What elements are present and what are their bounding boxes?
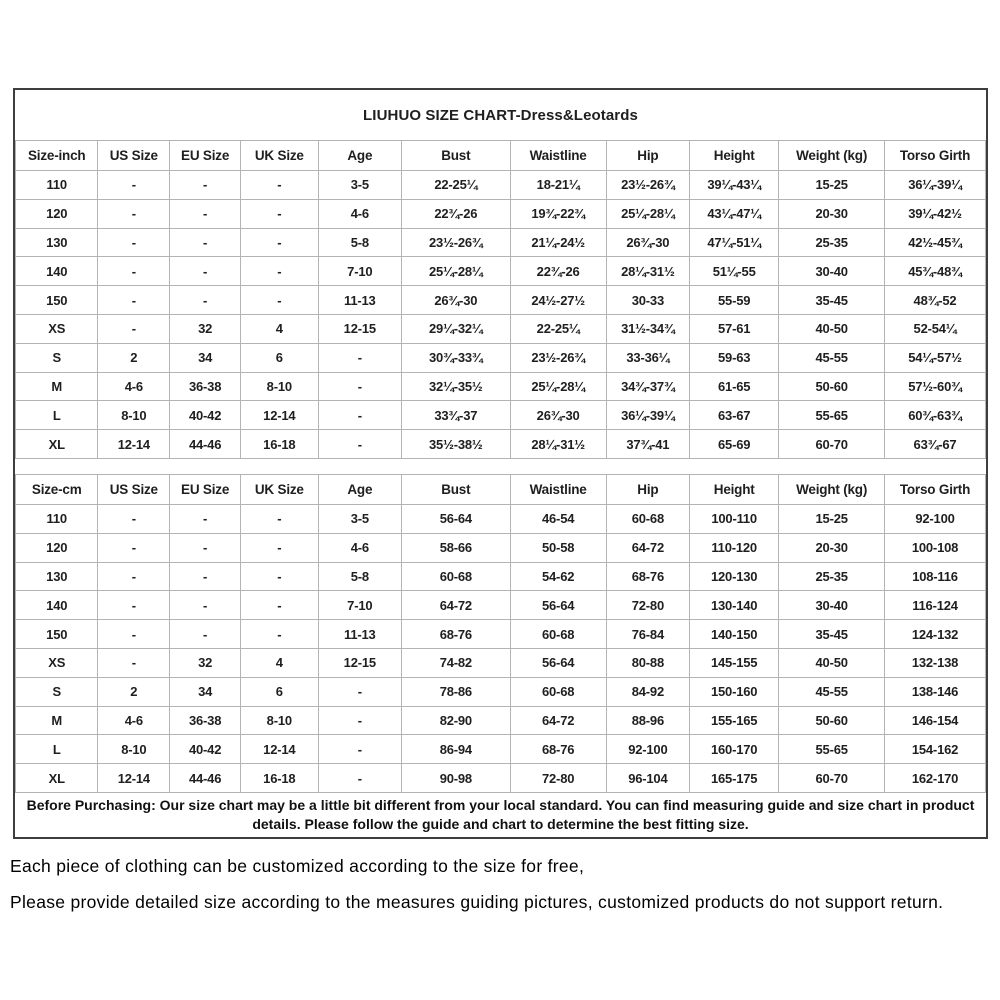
table-row	[16, 257, 986, 286]
cell: L	[16, 735, 98, 764]
cell: 64-72	[510, 706, 606, 735]
cell: 59-63	[690, 343, 779, 372]
cell: 61-65	[690, 372, 779, 401]
cell: 11-13	[318, 620, 401, 649]
cell: 55-65	[779, 735, 885, 764]
cell: 57½-60¾	[885, 372, 986, 401]
cell: 3-5	[318, 504, 401, 533]
cell: 39¼-42½	[885, 199, 986, 228]
cell: 130-140	[690, 591, 779, 620]
cell: 39¼-43¼	[690, 171, 779, 200]
cell: 140-150	[690, 620, 779, 649]
cell: 51¼-55	[690, 257, 779, 286]
cell: -	[170, 591, 241, 620]
cell: 22¾-26	[510, 257, 606, 286]
cell: -	[98, 314, 170, 343]
cell: 32¼-35½	[402, 372, 511, 401]
table-divider	[15, 459, 986, 474]
cell: 26¾-30	[402, 286, 511, 315]
table-row	[16, 764, 986, 793]
table-row	[16, 401, 986, 430]
cell: 68-76	[402, 620, 511, 649]
cell: 22-25¼	[402, 171, 511, 200]
cell: 26¾-30	[606, 228, 689, 257]
cell: 4-6	[318, 533, 401, 562]
table-row	[16, 286, 986, 315]
cell: -	[318, 343, 401, 372]
cell: 5-8	[318, 228, 401, 257]
cell: 50-58	[510, 533, 606, 562]
cell: 30¾-33¾	[402, 343, 511, 372]
table-row	[16, 591, 986, 620]
cell: 108-116	[885, 562, 986, 591]
cell: 130	[16, 562, 98, 591]
cell: -	[98, 171, 170, 200]
column-header: Weight (kg)	[779, 474, 885, 504]
cell: 20-30	[779, 533, 885, 562]
cell: 92-100	[606, 735, 689, 764]
cell: 82-90	[402, 706, 511, 735]
cell: 140	[16, 257, 98, 286]
cell: 60-68	[510, 677, 606, 706]
cell: 12-15	[318, 648, 401, 677]
cell: 36¼-39¼	[885, 171, 986, 200]
table-row	[16, 533, 986, 562]
cell: 25¼-28¼	[606, 199, 689, 228]
cell: -	[98, 533, 170, 562]
cell: 6	[241, 343, 319, 372]
cell: 12-14	[241, 735, 319, 764]
column-header: EU Size	[170, 141, 241, 171]
column-header: Size-inch	[16, 141, 98, 171]
cell: -	[241, 533, 319, 562]
cell: -	[318, 430, 401, 459]
cell: 150	[16, 620, 98, 649]
cell: 42½-45¾	[885, 228, 986, 257]
cell: 7-10	[318, 257, 401, 286]
cell: 26¾-30	[510, 401, 606, 430]
cell: -	[241, 257, 319, 286]
cell: -	[241, 591, 319, 620]
table-row	[16, 735, 986, 764]
column-header: Age	[318, 141, 401, 171]
cell: 20-30	[779, 199, 885, 228]
cell: 64-72	[402, 591, 511, 620]
cell: 56-64	[402, 504, 511, 533]
cell: -	[318, 706, 401, 735]
cell: 24½-27½	[510, 286, 606, 315]
cell: 44-46	[170, 764, 241, 793]
table-row	[16, 677, 986, 706]
column-header: Height	[690, 141, 779, 171]
cell: 56-64	[510, 648, 606, 677]
cell: 22¾-26	[402, 199, 511, 228]
size-table-inch	[15, 140, 986, 459]
cell: 64-72	[606, 533, 689, 562]
table-row	[16, 171, 986, 200]
cell: 46-54	[510, 504, 606, 533]
cell: 7-10	[318, 591, 401, 620]
cell: 32	[170, 314, 241, 343]
cell: 8-10	[98, 401, 170, 430]
cell: -	[170, 257, 241, 286]
cell: 30-40	[779, 591, 885, 620]
cell: 150	[16, 286, 98, 315]
cell: -	[98, 620, 170, 649]
column-header: Height	[690, 474, 779, 504]
cell: 155-165	[690, 706, 779, 735]
chart-title: LIUHUO SIZE CHART-Dress&Leotards	[363, 106, 638, 124]
footer-customization-line: Each piece of clothing can be customized according to the size for free,	[10, 856, 585, 876]
cell: 33-36¼	[606, 343, 689, 372]
cell: 60-70	[779, 764, 885, 793]
cell: 78-86	[402, 677, 511, 706]
table-row	[16, 430, 986, 459]
cell: 45-55	[779, 343, 885, 372]
cell: 80-88	[606, 648, 689, 677]
cell: 34	[170, 677, 241, 706]
cell: 60-68	[402, 562, 511, 591]
cell: 34	[170, 343, 241, 372]
column-header: Waistline	[510, 474, 606, 504]
cell: 50-60	[779, 372, 885, 401]
purchase-note: Before Purchasing: Our size chart may be a little bit different from your local standard. You can find measuring guide and size chart in product details. Please follow the guide and chart to determine the best fitting size.	[26, 796, 975, 832]
column-header: EU Size	[170, 474, 241, 504]
header-row	[16, 141, 986, 171]
footer-return-policy-line: Please provide detailed size according to the measures guiding pictures, customized products do not support return.	[10, 892, 944, 912]
cell: 36-38	[170, 372, 241, 401]
cell: -	[170, 620, 241, 649]
cell: 25-35	[779, 562, 885, 591]
cell: -	[98, 591, 170, 620]
cell: 4	[241, 314, 319, 343]
cell: 72-80	[510, 764, 606, 793]
cell: 3-5	[318, 171, 401, 200]
cell: 32	[170, 648, 241, 677]
cell: 12-14	[98, 430, 170, 459]
cell: -	[241, 171, 319, 200]
cell: 55-65	[779, 401, 885, 430]
cell: -	[170, 562, 241, 591]
cell: 12-14	[98, 764, 170, 793]
column-header: UK Size	[241, 474, 319, 504]
cell: 15-25	[779, 171, 885, 200]
cell: XS	[16, 314, 98, 343]
column-header: US Size	[98, 474, 170, 504]
cell: 120	[16, 199, 98, 228]
cell: 4-6	[98, 372, 170, 401]
cell: -	[98, 562, 170, 591]
cell: M	[16, 706, 98, 735]
cell: 52-54¼	[885, 314, 986, 343]
cell: 34¾-37¾	[606, 372, 689, 401]
cell: 160-170	[690, 735, 779, 764]
cell: 68-76	[606, 562, 689, 591]
cell: 6	[241, 677, 319, 706]
cell: 28¼-31½	[510, 430, 606, 459]
column-header: Bust	[402, 474, 511, 504]
cell: 92-100	[885, 504, 986, 533]
column-header: US Size	[98, 141, 170, 171]
cell: 54-62	[510, 562, 606, 591]
cell: 48¾-52	[885, 286, 986, 315]
table-row	[16, 706, 986, 735]
table-row	[16, 228, 986, 257]
cell: 35½-38½	[402, 430, 511, 459]
cell: 120	[16, 533, 98, 562]
cell: 110	[16, 171, 98, 200]
cell: 54¼-57½	[885, 343, 986, 372]
cell: 40-42	[170, 735, 241, 764]
cell: 110	[16, 504, 98, 533]
cell: 22-25¼	[510, 314, 606, 343]
cell: 25-35	[779, 228, 885, 257]
cell: 31½-34¾	[606, 314, 689, 343]
cell: M	[16, 372, 98, 401]
cell: 40-50	[779, 314, 885, 343]
cell: 65-69	[690, 430, 779, 459]
cell: 29¼-32¼	[402, 314, 511, 343]
cell: -	[98, 286, 170, 315]
column-header: Waistline	[510, 141, 606, 171]
cell: -	[170, 286, 241, 315]
cell: 4	[241, 648, 319, 677]
cell: 25¼-28¼	[402, 257, 511, 286]
cell: 55-59	[690, 286, 779, 315]
cell: 40-42	[170, 401, 241, 430]
column-header: Hip	[606, 141, 689, 171]
table-row	[16, 314, 986, 343]
cell: -	[318, 677, 401, 706]
table-row	[16, 372, 986, 401]
cell: 12-15	[318, 314, 401, 343]
cell: -	[318, 401, 401, 430]
cell: 110-120	[690, 533, 779, 562]
column-header: Size-cm	[16, 474, 98, 504]
cell: -	[170, 199, 241, 228]
cell: 8-10	[241, 372, 319, 401]
cell: 18-21¼	[510, 171, 606, 200]
cell: -	[241, 562, 319, 591]
cell: 11-13	[318, 286, 401, 315]
cell: 60¾-63¾	[885, 401, 986, 430]
cell: 2	[98, 677, 170, 706]
cell: -	[98, 648, 170, 677]
cell: 4-6	[318, 199, 401, 228]
cell: 2	[98, 343, 170, 372]
cell: -	[318, 372, 401, 401]
cell: 146-154	[885, 706, 986, 735]
cell: -	[241, 620, 319, 649]
table-row	[16, 504, 986, 533]
cell: 72-80	[606, 591, 689, 620]
cell: -	[241, 228, 319, 257]
cell: 138-146	[885, 677, 986, 706]
cell: S	[16, 343, 98, 372]
cell: -	[98, 257, 170, 286]
cell: -	[170, 171, 241, 200]
cell: -	[98, 199, 170, 228]
cell: 120-130	[690, 562, 779, 591]
cell: XL	[16, 764, 98, 793]
cell: 40-50	[779, 648, 885, 677]
cell: -	[241, 286, 319, 315]
cell: 124-132	[885, 620, 986, 649]
table-row	[16, 562, 986, 591]
cell: L	[16, 401, 98, 430]
cell: -	[241, 504, 319, 533]
column-header: Hip	[606, 474, 689, 504]
cell: XL	[16, 430, 98, 459]
cell: 37¾-41	[606, 430, 689, 459]
cell: 63-67	[690, 401, 779, 430]
cell: 74-82	[402, 648, 511, 677]
cell: 165-175	[690, 764, 779, 793]
column-header: Weight (kg)	[779, 141, 885, 171]
cell: -	[241, 199, 319, 228]
cell: 35-45	[779, 286, 885, 315]
cell: -	[98, 228, 170, 257]
cell: 23½-26¾	[606, 171, 689, 200]
cell: 15-25	[779, 504, 885, 533]
cell: -	[318, 735, 401, 764]
cell: 8-10	[98, 735, 170, 764]
size-table-cm	[15, 474, 986, 793]
cell: 145-155	[690, 648, 779, 677]
column-header: Age	[318, 474, 401, 504]
column-header: Bust	[402, 141, 511, 171]
cell: 96-104	[606, 764, 689, 793]
cell: 56-64	[510, 591, 606, 620]
cell: 33¾-37	[402, 401, 511, 430]
cell: 23½-26¾	[402, 228, 511, 257]
cell: 90-98	[402, 764, 511, 793]
cell: 130	[16, 228, 98, 257]
cell: 84-92	[606, 677, 689, 706]
cell: 76-84	[606, 620, 689, 649]
cell: 60-68	[606, 504, 689, 533]
cell: 16-18	[241, 430, 319, 459]
table-row	[16, 648, 986, 677]
header-row	[16, 474, 986, 504]
cell: 4-6	[98, 706, 170, 735]
cell: 68-76	[510, 735, 606, 764]
size-chart-frame	[13, 88, 988, 839]
cell: 132-138	[885, 648, 986, 677]
cell: 154-162	[885, 735, 986, 764]
cell: 45-55	[779, 677, 885, 706]
cell: 19¾-22¾	[510, 199, 606, 228]
cell: 63¾-67	[885, 430, 986, 459]
cell: 5-8	[318, 562, 401, 591]
column-header: UK Size	[241, 141, 319, 171]
table-row	[16, 343, 986, 372]
cell: 86-94	[402, 735, 511, 764]
cell: 36-38	[170, 706, 241, 735]
cell: 36¼-39¼	[606, 401, 689, 430]
cell: 21¼-24½	[510, 228, 606, 257]
cell: 50-60	[779, 706, 885, 735]
cell: 47¼-51¼	[690, 228, 779, 257]
cell: -	[170, 228, 241, 257]
cell: 45¾-48¾	[885, 257, 986, 286]
cell: 23½-26¾	[510, 343, 606, 372]
cell: 43¼-47¼	[690, 199, 779, 228]
cell: 100-108	[885, 533, 986, 562]
cell: 58-66	[402, 533, 511, 562]
cell: 44-46	[170, 430, 241, 459]
cell: 28¼-31½	[606, 257, 689, 286]
cell: 116-124	[885, 591, 986, 620]
cell: 150-160	[690, 677, 779, 706]
cell: -	[170, 504, 241, 533]
cell: 12-14	[241, 401, 319, 430]
cell: 25¼-28¼	[510, 372, 606, 401]
cell: 35-45	[779, 620, 885, 649]
cell: -	[98, 504, 170, 533]
cell: XS	[16, 648, 98, 677]
cell: 60-70	[779, 430, 885, 459]
cell: 88-96	[606, 706, 689, 735]
table-row	[16, 199, 986, 228]
cell: 30-33	[606, 286, 689, 315]
column-header: Torso Girth	[885, 474, 986, 504]
cell: 100-110	[690, 504, 779, 533]
cell: 8-10	[241, 706, 319, 735]
cell: 140	[16, 591, 98, 620]
column-header: Torso Girth	[885, 141, 986, 171]
table-row	[16, 620, 986, 649]
cell: 60-68	[510, 620, 606, 649]
cell: 16-18	[241, 764, 319, 793]
cell: -	[170, 533, 241, 562]
cell: S	[16, 677, 98, 706]
cell: 57-61	[690, 314, 779, 343]
cell: -	[318, 764, 401, 793]
cell: 30-40	[779, 257, 885, 286]
cell: 162-170	[885, 764, 986, 793]
